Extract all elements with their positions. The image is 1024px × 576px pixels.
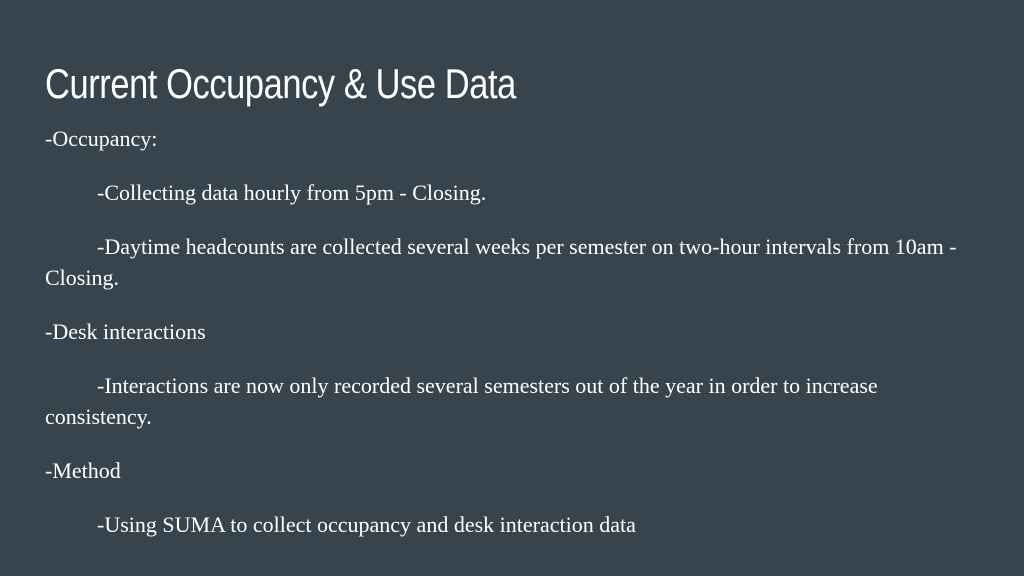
bullet-desk-interactions-heading: -Desk interactions: [45, 319, 206, 344]
bullet-using-suma: -Using SUMA to collect occupancy and desk interaction data: [97, 512, 636, 537]
bullet-occupancy-heading: -Occupancy:: [45, 126, 158, 151]
slide-body: [45, 123, 980, 540]
bullet-daytime-headcounts: -Daytime headcounts are collected several weeks per semester on two-hour intervals from 10am - Closing.: [45, 234, 957, 290]
slide-title: Current Occupancy & Use Data: [45, 60, 516, 107]
bullet-interactions-recorded: -Interactions are now only recorded several semesters out of the year in order to increase consistency.: [45, 373, 878, 429]
bullet-hourly-collection: -Collecting data hourly from 5pm - Closing.: [97, 180, 487, 205]
bullet-method-heading: -Method: [45, 458, 121, 483]
